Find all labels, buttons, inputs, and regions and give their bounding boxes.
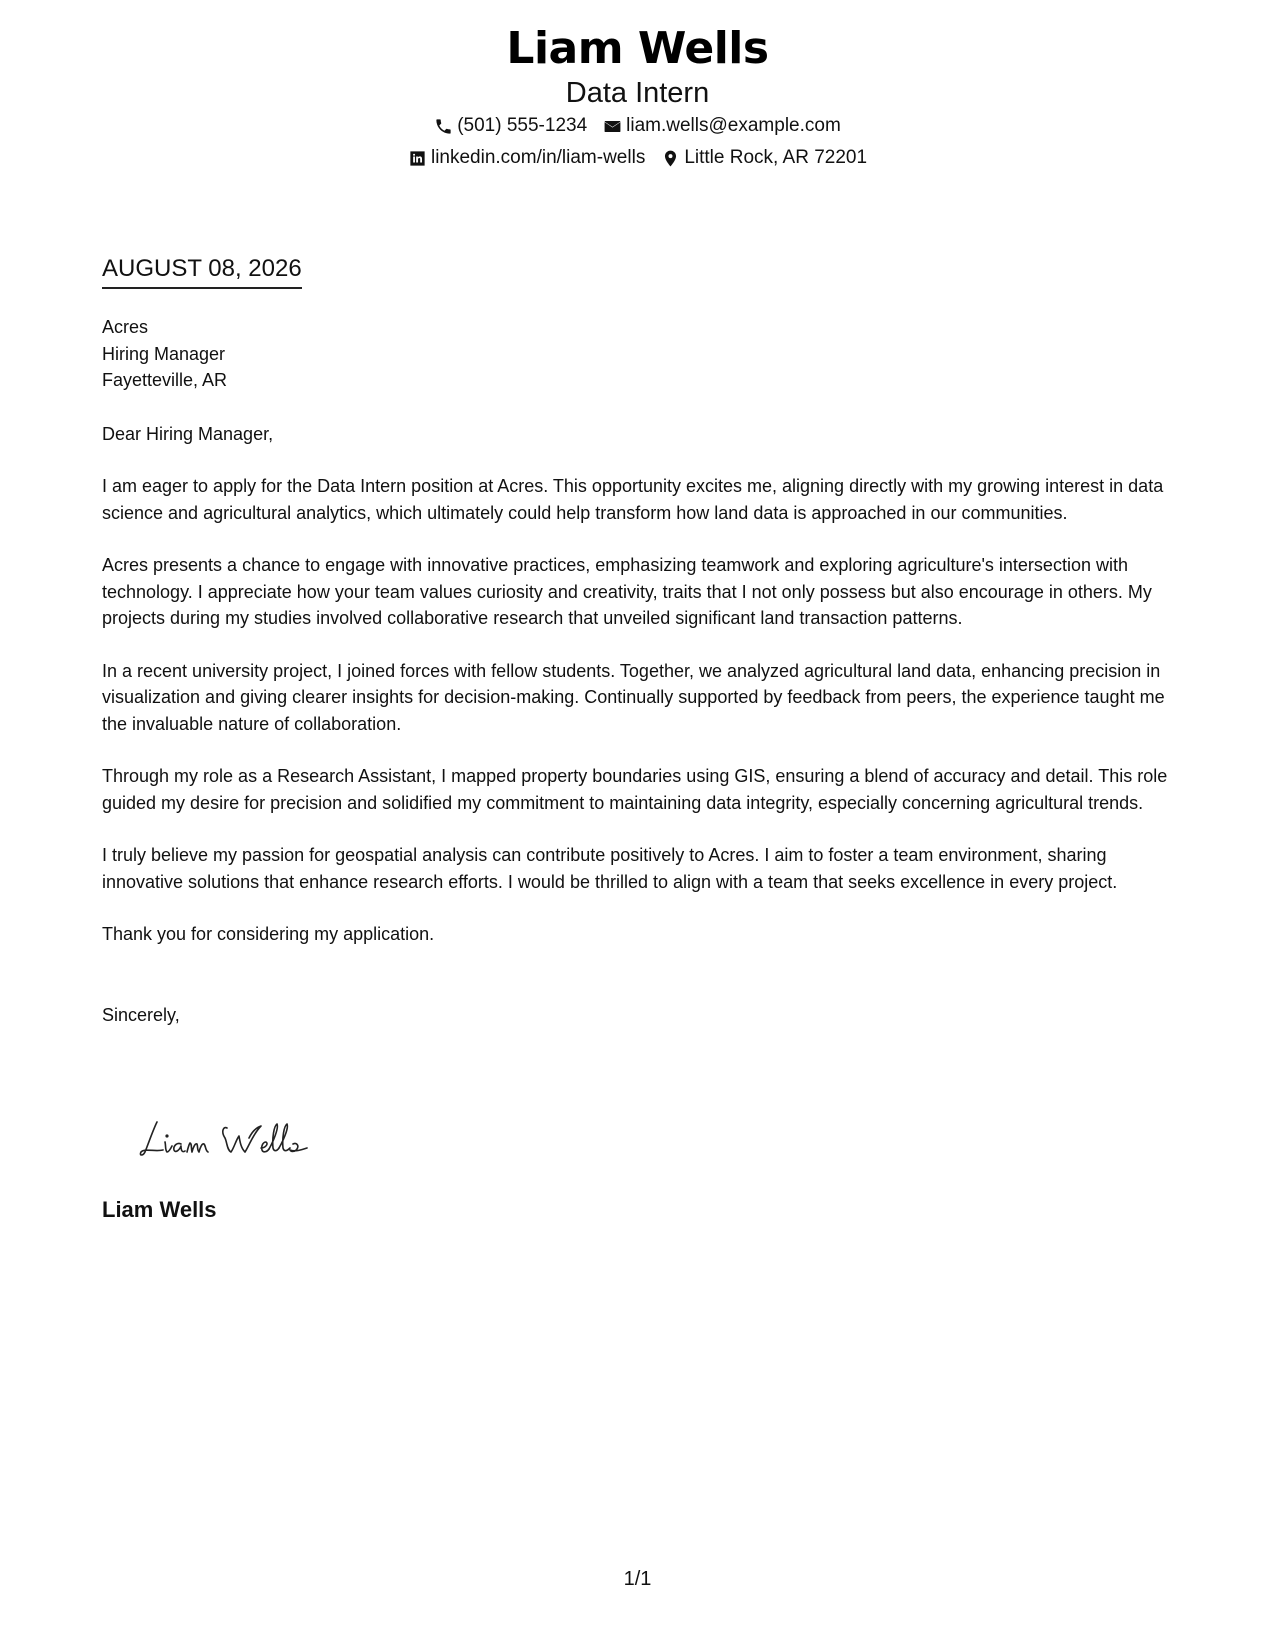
recipient-company: Acres bbox=[102, 317, 149, 337]
body-paragraph: I truly believe my passion for geospatial analysis can contribute positively to Acres. I aim to foster a team environment, sharing innovative solutions that enhance research efforts. I would be thrilled to align with a team that seeks excellence in every project. bbox=[102, 845, 1118, 892]
recipient-block bbox=[102, 314, 1182, 394]
envelope-icon bbox=[603, 117, 622, 136]
page-number: 1/1 bbox=[623, 1568, 652, 1590]
body-paragraph: Through my role as a Research Assistant, I mapped property boundaries using GIS, ensuring a blend of accuracy and detail. This role guided my desire for precision and solidified my commitment to maintaining data integrity, especially concerning agricultural trends. bbox=[102, 766, 1168, 813]
phone-icon bbox=[434, 117, 453, 136]
contact-location bbox=[661, 142, 867, 174]
body-paragraph: I am eager to apply for the Data Intern position at Acres. This opportunity excites me, aligning directly with my growing interest in data science and agricultural analytics, which ultimately could help transform how land data is approached in our communities. bbox=[102, 476, 1164, 523]
salutation: Dear Hiring Manager, bbox=[102, 423, 274, 444]
contact-phone bbox=[434, 110, 587, 142]
closing: Sincerely, bbox=[102, 1004, 180, 1025]
email-address[interactable]: liam.wells@example.com bbox=[626, 115, 841, 136]
signed-name: Liam Wells bbox=[102, 1197, 217, 1222]
location-text: Little Rock, AR 72201 bbox=[684, 147, 868, 168]
recipient-location: Fayetteville, AR bbox=[102, 370, 228, 390]
contact-row-secondary bbox=[0, 142, 1275, 174]
letter-date: AUGUST 08, 2026 bbox=[102, 253, 302, 289]
handwritten-signature bbox=[135, 1108, 335, 1168]
contact-linkedin bbox=[408, 142, 645, 174]
applicant-title: Data Intern bbox=[565, 77, 710, 109]
applicant-name: Liam Wells bbox=[506, 23, 769, 74]
contact-email bbox=[603, 110, 841, 142]
linkedin-url[interactable]: linkedin.com/in/liam-wells bbox=[430, 147, 646, 168]
letter-body bbox=[102, 314, 1182, 1054]
recipient-role: Hiring Manager bbox=[102, 343, 226, 364]
body-paragraph: In a recent university project, I joined forces with fellow students. Together, we analyzed agricultural land data, enhancing precision in visualization and giving clearer insights for decision-making. Continually supported by feedback from peers, the experience taught me the invaluable nature of collaboration. bbox=[102, 660, 1165, 734]
body-paragraph: Thank you for considering my application. bbox=[102, 924, 435, 944]
contact-row-primary bbox=[0, 110, 1275, 142]
body-paragraph: Acres presents a chance to engage with innovative practices, emphasizing teamwork and exploring agriculture's intersection with technology. I appreciate how your team values curiosity and creativity, traits that I not only possess but also encourage in others. My projects during my studies involved collaborative research that unveiled significant land transaction patterns. bbox=[102, 555, 1152, 628]
letter-header bbox=[0, 20, 1275, 174]
map-pin-icon bbox=[661, 149, 680, 168]
phone-number: (501) 555-1234 bbox=[457, 115, 588, 136]
linkedin-icon bbox=[408, 149, 427, 168]
